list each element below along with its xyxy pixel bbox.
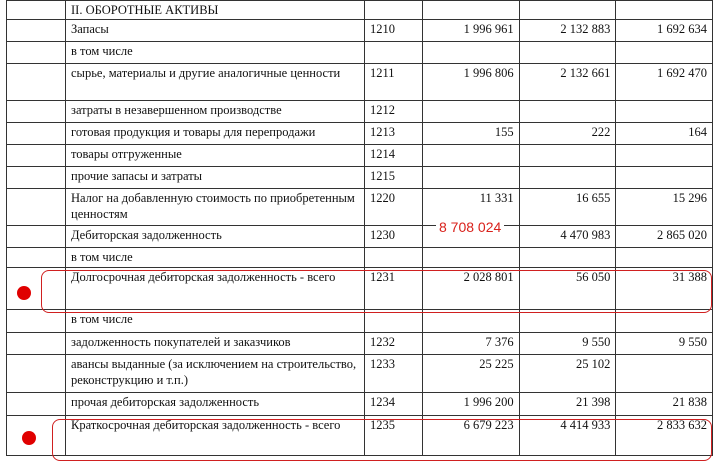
marker-cell [7, 333, 66, 355]
value-col-1: 11 331 [423, 189, 520, 226]
row-code: 1212 [365, 101, 423, 123]
row-name: в том числе [66, 42, 365, 64]
value-col-3: 2 865 020 [616, 226, 713, 248]
marker-cell [7, 20, 66, 42]
value-col-2 [519, 167, 616, 189]
value-col-3: 1 692 470 [616, 64, 713, 101]
value-col-3: 1 692 634 [616, 20, 713, 42]
value-col-1: 7 376 [423, 333, 520, 355]
row-code: 1213 [365, 123, 423, 145]
row-name: прочая дебиторская задолженность [66, 393, 365, 416]
table-row [7, 167, 713, 189]
marker-cell [7, 101, 66, 123]
table-row [7, 310, 713, 333]
table-row [7, 189, 713, 226]
row-name: в том числе [66, 248, 365, 268]
row-code: 1231 [365, 268, 423, 310]
row-name: авансы выданные (за исключением на строительство, реконструкцию и т.п.) [66, 355, 365, 393]
marker-cell [7, 189, 66, 226]
marker-cell [7, 416, 66, 456]
value-col-1 [423, 167, 520, 189]
value-col-1: 155 [423, 123, 520, 145]
row-code: 1220 [365, 189, 423, 226]
marker-cell [7, 145, 66, 167]
table-row-long-term-receivables [7, 268, 713, 310]
annotation-total: 8 708 024 [436, 219, 504, 235]
value-col-3 [616, 310, 713, 333]
value-col-2: 25 102 [519, 355, 616, 393]
table-row [7, 20, 713, 42]
value-col-1: 25 225 [423, 355, 520, 393]
value-col-1 [423, 310, 520, 333]
value-col-3 [616, 355, 713, 393]
marker-cell [7, 310, 66, 333]
row-name: Налог на добавленную стоимость по приобретенным ценностям [66, 189, 365, 226]
value-col-2 [519, 310, 616, 333]
value-col-2: 4 414 933 [519, 416, 616, 456]
row-code: 1235 [365, 416, 423, 456]
table-row [7, 248, 713, 268]
marker-cell [7, 226, 66, 248]
marker-cell [7, 123, 66, 145]
value-col-3 [616, 101, 713, 123]
value-col-2 [519, 248, 616, 268]
value-col-3 [616, 167, 713, 189]
table-row-section-header [7, 1, 713, 20]
row-name: готовая продукция и товары для перепродажи [66, 123, 365, 145]
value-col-3: 164 [616, 123, 713, 145]
value-col-2: 2 132 661 [519, 64, 616, 101]
value-col-2: 4 470 983 [519, 226, 616, 248]
value-col-1: 2 028 801 [423, 268, 520, 310]
value-col-3: 15 296 [616, 189, 713, 226]
value-col-2: 16 655 [519, 189, 616, 226]
marker-cell [7, 42, 66, 64]
value-col-3: 9 550 [616, 333, 713, 355]
table-row [7, 393, 713, 416]
row-code: 1214 [365, 145, 423, 167]
value-col-3: 21 838 [616, 393, 713, 416]
value-col-2: 222 [519, 123, 616, 145]
value-col-1: 1 996 806 [423, 64, 520, 101]
table-row-short-term-receivables [7, 416, 713, 456]
value-col-1 [423, 248, 520, 268]
value-col-1 [423, 42, 520, 64]
value-col-1: 1 996 961 [423, 20, 520, 42]
marker-cell [7, 393, 66, 416]
table-row [7, 123, 713, 145]
row-code: 1230 [365, 226, 423, 248]
row-name: сырье, материалы и другие аналогичные ценности [66, 64, 365, 101]
value-col-1 [423, 101, 520, 123]
table-row [7, 333, 713, 355]
row-name: товары отгруженные [66, 145, 365, 167]
value-col-2 [519, 101, 616, 123]
row-code [365, 42, 423, 64]
value-col-1: 1 996 200 [423, 393, 520, 416]
row-name: задолженность покупателей и заказчиков [66, 333, 365, 355]
row-name: затраты в незавершенном производстве [66, 101, 365, 123]
value-col-2: 56 050 [519, 268, 616, 310]
row-code: 1234 [365, 393, 423, 416]
value-col-3 [616, 1, 713, 20]
value-col-3 [616, 248, 713, 268]
marker-cell [7, 355, 66, 393]
row-code: 1215 [365, 167, 423, 189]
table-row [7, 145, 713, 167]
row-code [365, 248, 423, 268]
table-row [7, 226, 713, 248]
row-name: прочие запасы и затраты [66, 167, 365, 189]
row-name: Долгосрочная дебиторская задолженность - всего [66, 268, 365, 310]
value-col-3: 2 833 632 [616, 416, 713, 456]
value-col-1 [423, 145, 520, 167]
table-row [7, 64, 713, 101]
red-dot-marker [22, 431, 36, 445]
table-row [7, 355, 713, 393]
row-name: Запасы [66, 20, 365, 42]
red-dot-marker [17, 286, 31, 300]
value-col-2 [519, 145, 616, 167]
row-name: в том числе [66, 310, 365, 333]
row-code: 1210 [365, 20, 423, 42]
value-col-1 [423, 1, 520, 20]
marker-cell [7, 248, 66, 268]
row-code [365, 310, 423, 333]
row-name: Краткосрочная дебиторская задолженность - всего [66, 416, 365, 456]
value-col-2: 2 132 883 [519, 20, 616, 42]
value-col-3 [616, 42, 713, 64]
value-col-2 [519, 1, 616, 20]
value-col-2 [519, 42, 616, 64]
value-col-3 [616, 145, 713, 167]
row-code: 1233 [365, 355, 423, 393]
marker-cell [7, 167, 66, 189]
row-name: II. ОБОРОТНЫЕ АКТИВЫ [66, 1, 365, 20]
row-code: 1232 [365, 333, 423, 355]
value-col-1: 6 679 223 [423, 416, 520, 456]
value-col-2: 21 398 [519, 393, 616, 416]
table-row [7, 101, 713, 123]
marker-cell [7, 1, 66, 20]
value-col-3: 31 388 [616, 268, 713, 310]
table-row [7, 42, 713, 64]
row-code: 1211 [365, 64, 423, 101]
row-code [365, 1, 423, 20]
value-col-2: 9 550 [519, 333, 616, 355]
marker-cell [7, 64, 66, 101]
marker-cell [7, 268, 66, 310]
row-name: Дебиторская задолженность [66, 226, 365, 248]
balance-sheet-table [6, 0, 713, 456]
